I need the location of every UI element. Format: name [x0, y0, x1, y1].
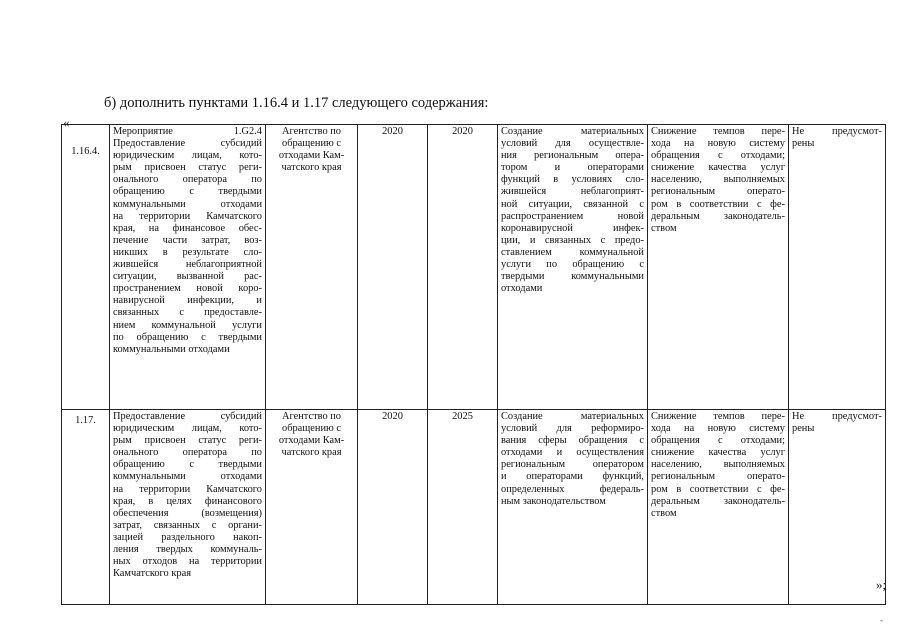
text-line: никших в результате сло- — [113, 246, 262, 258]
text-line: снижение качества услуг — [651, 162, 785, 174]
consequence-cell — [648, 410, 789, 605]
text-line: Агентство по — [281, 411, 341, 422]
text-line: населению, выполняемых — [651, 459, 785, 471]
text-line: коронавирусной инфек- — [501, 222, 644, 234]
text-line: ния региональным опера- — [501, 150, 644, 162]
text-line: обращению с твердыми — [113, 186, 262, 198]
text-line: на территории Камчатского — [113, 210, 262, 222]
text-line: функций в условиях сло- — [501, 174, 644, 186]
executor-cell — [266, 125, 358, 410]
text-line: отходами — [501, 283, 543, 295]
text-line: Не предусмот- — [792, 126, 882, 137]
text-line: населению, выполняемых — [651, 174, 785, 186]
event-cell — [110, 125, 266, 410]
text-line: вания сферы обращения с — [501, 435, 644, 447]
text-line: ством — [651, 222, 677, 234]
closing-quote: »; — [876, 577, 887, 592]
text-line: навирусной инфекции, и — [113, 295, 262, 307]
text-line: нием коммунальной услуги — [113, 319, 262, 331]
text-line: отходами и осуществления — [501, 447, 644, 459]
text-line: отходами Кам- — [278, 150, 345, 162]
text-line: услуги по обращению с — [501, 259, 644, 271]
text-line: хода на новую систему — [651, 138, 785, 150]
text-line: чатского края — [281, 447, 342, 459]
table-row — [62, 410, 886, 605]
text-line: жившейся неблагоприятной — [113, 259, 262, 271]
row-number: 1.17. — [62, 410, 110, 605]
text-line: ставлением коммунальной — [501, 246, 644, 258]
text-line: рены — [792, 138, 815, 150]
text-line: Создание материальных — [501, 126, 644, 137]
text-line: обращению с — [282, 423, 341, 435]
text-line: обращения с отходами; — [651, 150, 785, 162]
link-text — [792, 411, 882, 435]
executor-cell — [266, 410, 358, 605]
section-heading: б) дополнить пунктами 1.16.4 и 1.17 следующего содержания: — [104, 95, 489, 111]
text-line: хода на новую систему — [651, 423, 785, 435]
text-line: тором и операторами — [501, 162, 644, 174]
executor-text — [269, 126, 354, 174]
program-table — [61, 124, 886, 605]
text-line: распространением новой — [501, 210, 644, 222]
text-line: Снижение темпов пере- — [651, 411, 785, 422]
result-cell — [498, 125, 648, 410]
event-text — [113, 411, 262, 580]
text-line: Предоставление субсидий — [113, 138, 262, 150]
text-line: ством — [651, 507, 677, 519]
text-line: региональным операто- — [651, 471, 785, 483]
row-number: 1.16.4. — [62, 125, 110, 410]
text-line: края, в целях финансового — [113, 495, 262, 507]
text-line: ления твердых коммуналь- — [113, 544, 262, 556]
text-line: обращения с отходами; — [651, 435, 785, 447]
text-line: юридическим лицам, кото- — [113, 150, 262, 162]
text-line: Не предусмот- — [792, 411, 882, 422]
result-text — [501, 126, 644, 295]
start-year: 2020 — [358, 410, 428, 605]
text-line: определенных федераль- — [501, 483, 644, 495]
text-line: Предоставление субсидий — [113, 411, 262, 422]
text-line: обеспечения (возмещения) — [113, 507, 262, 519]
executor-text — [269, 411, 354, 459]
opening-quote: « — [63, 115, 70, 130]
text-line: коммунальными отходами — [113, 198, 262, 210]
text-line: ции, и связанных с предо- — [501, 234, 644, 246]
text-line: снижение качества услуг — [651, 447, 785, 459]
text-line: печение части затрат, воз- — [113, 234, 262, 246]
link-text — [792, 126, 882, 150]
text-line: и операторами функций, — [501, 471, 644, 483]
start-year: 2020 — [358, 125, 428, 410]
text-line: Мероприятие 1.G2.4 — [113, 126, 262, 137]
text-line: на территории Камчатского — [113, 483, 262, 495]
event-text — [113, 126, 262, 356]
text-line: условий для осуществле- — [501, 138, 644, 150]
text-line: деральным законодатель- — [651, 495, 785, 507]
event-cell — [110, 410, 266, 605]
text-line: ситуации, вызванной рас- — [113, 271, 262, 283]
text-line: онального оператора по — [113, 174, 262, 186]
text-line: региональным операто- — [651, 186, 785, 198]
text-line: жившейся неблагоприят- — [501, 186, 644, 198]
text-line: зацией раздельного накоп- — [113, 531, 262, 543]
text-line: затрат, связанных с органи- — [113, 519, 262, 531]
table-row — [62, 125, 886, 410]
text-line: Агентство по — [281, 126, 341, 137]
text-line: отходами Кам- — [278, 435, 345, 447]
consequence-text — [651, 126, 785, 235]
text-line: рым присвоен статус реги- — [113, 435, 262, 447]
text-line: обращению с — [282, 138, 341, 150]
text-line: рены — [792, 423, 815, 435]
text-line: деральным законодатель- — [651, 210, 785, 222]
text-line: коммунальными отходами — [113, 471, 262, 483]
text-line: чатского края — [281, 162, 342, 174]
text-line: ных отходов на территории — [113, 556, 262, 568]
link-cell — [789, 125, 886, 410]
corner-mark: - — [880, 615, 883, 625]
text-line: рым присвоен статус реги- — [113, 162, 262, 174]
text-line: региональным оператором — [501, 459, 644, 471]
consequence-cell — [648, 125, 789, 410]
text-line: по обращению с твердыми — [113, 331, 262, 343]
text-line: Снижение темпов пере- — [651, 126, 785, 137]
text-line: условий для реформиро- — [501, 423, 644, 435]
text-line: пространением новой коро- — [113, 283, 262, 295]
result-text — [501, 411, 644, 508]
text-line: юридическим лицам, кото- — [113, 423, 262, 435]
text-line: ром в соответствии с фе- — [651, 198, 785, 210]
consequence-text — [651, 411, 785, 520]
link-cell — [789, 410, 886, 605]
result-cell — [498, 410, 648, 605]
text-line: Камчатского края — [113, 568, 191, 580]
end-year: 2025 — [428, 410, 498, 605]
text-line: твердыми коммунальными — [501, 271, 644, 283]
text-line: ной ситуации, связанной с — [501, 198, 644, 210]
text-line: края, на финансовое обес- — [113, 222, 262, 234]
text-line: онального оператора по — [113, 447, 262, 459]
text-line: связанных с предоставле- — [113, 307, 262, 319]
text-line: обращению с твердыми — [113, 459, 262, 471]
text-line: Создание материальных — [501, 411, 644, 422]
text-line: ным законодательством — [501, 495, 606, 507]
end-year: 2020 — [428, 125, 498, 410]
text-line: ром в соответствии с фе- — [651, 483, 785, 495]
text-line: коммунальными отходами — [113, 343, 230, 355]
